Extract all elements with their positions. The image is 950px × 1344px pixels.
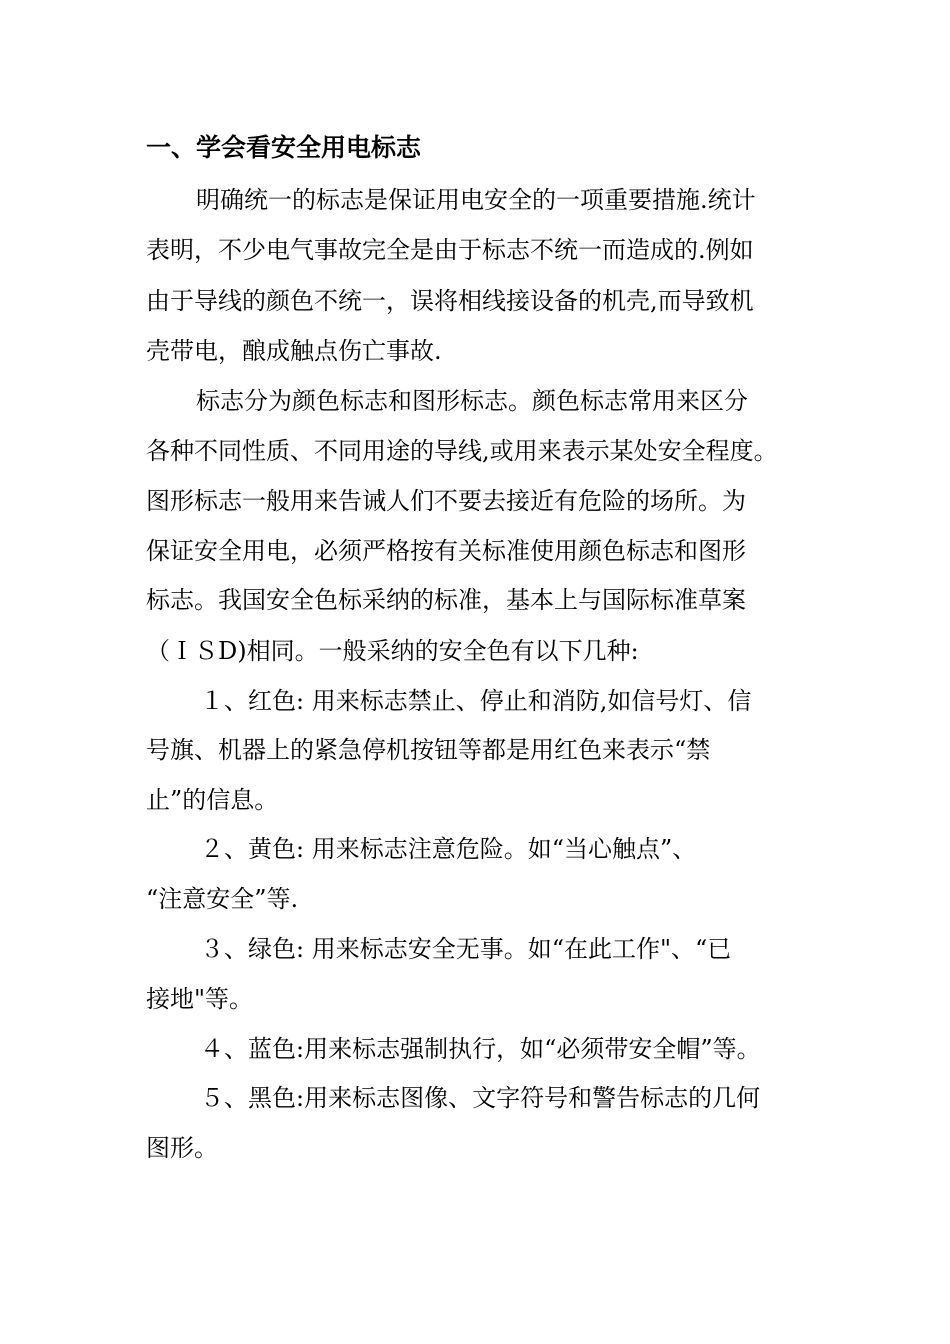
paragraph-line: 各种不同性质、不同用途的导线,或用来表示某处安全程度。 — [146, 437, 778, 465]
list-item-line: “注意安全”等. — [146, 885, 299, 913]
list-item-line: 接地"等。 — [146, 985, 254, 1013]
list-item-line: 号旗、机器上的紧急停机按钮等都是用红色来表示“禁 — [146, 736, 711, 764]
paragraph-line: 壳带电，酿成触点伤亡事故. — [146, 337, 442, 365]
list-item-line: ３、绿色: 用来标志安全无事。如“在此工作"、“已 — [200, 935, 732, 963]
paragraph-line: 标志分为颜色标志和图形标志。颜色标志常用来区分 — [196, 387, 748, 415]
paragraph-line: （ＩＳD)相同。一般采纳的安全色有以下几种: — [146, 637, 639, 665]
list-item-line: 止”的信息。 — [146, 786, 279, 814]
paragraph-line: 标志。我国安全色标采纳的标准，基本上与国际标准草案 — [146, 586, 746, 614]
list-item-line: ２、黄色: 用来标志注意危险。如“当心触点”、 — [200, 835, 697, 863]
paragraph-line: 表明，不少电气事故完全是由于标志不统一而造成的.例如 — [146, 236, 754, 264]
paragraph-line: 明确统一的标志是保证用电安全的一项重要措施.统计 — [196, 186, 756, 214]
paragraph-line: 保证安全用电，必须严格按有关标准使用颜色标志和图形 — [146, 537, 746, 565]
list-item-line: ５、黑色:用来标志图像、文字符号和警告标志的几何 — [200, 1084, 761, 1112]
list-item-line: 图形。 — [146, 1134, 218, 1162]
paragraph-line: 图形标志一般用来告诫人们不要去接近有危险的场所。为 — [146, 487, 746, 515]
list-item-line: １、红色: 用来标志禁止、停止和消防,如信号灯、信 — [200, 687, 752, 715]
section-heading: 一、学会看安全用电标志 — [146, 133, 422, 162]
list-item-line: ４、蓝色:用来标志强制执行，如“必须带安全帽”等。 — [200, 1035, 761, 1063]
paragraph-line: 由于导线的颜色不统一，误将相线接设备的机壳,而导致机 — [146, 287, 754, 315]
